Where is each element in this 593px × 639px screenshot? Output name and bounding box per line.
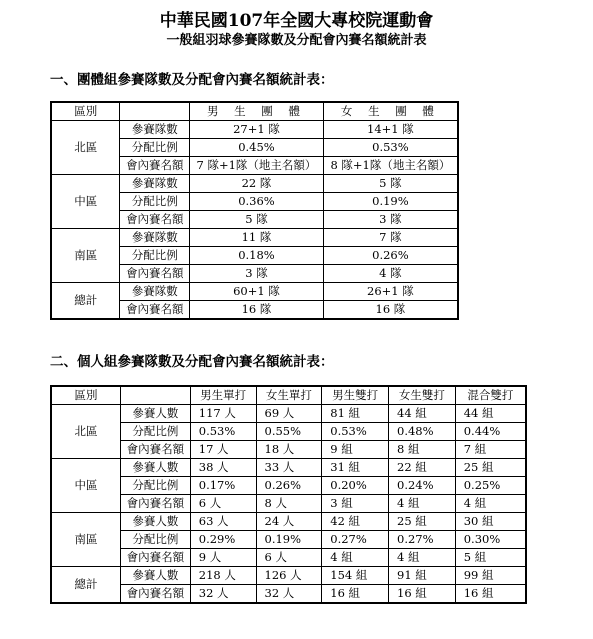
cell-value: 0.24% (389, 477, 456, 495)
cell-value: 6 人 (190, 495, 256, 513)
header-men-doubles: 男生雙打 (322, 386, 389, 405)
row-label: 分配比例 (120, 193, 190, 211)
cell-value: 0.25% (455, 477, 526, 495)
cell-value: 0.27% (322, 531, 389, 549)
cell-value: 38 人 (190, 459, 256, 477)
row-label: 分配比例 (120, 531, 190, 549)
cell-value: 25 組 (389, 513, 456, 531)
row-label: 參賽人數 (120, 459, 190, 477)
row-label: 會內賽名額 (120, 441, 190, 459)
cell-value: 5 隊 (323, 175, 458, 193)
document-subtitle: 一般組羽球參賽隊數及分配會內賽名額統計表 (166, 33, 427, 48)
cell-value: 22 隊 (190, 175, 324, 193)
cell-value: 32 人 (190, 585, 256, 604)
cell-value: 3 組 (322, 495, 389, 513)
cell-value: 18 人 (256, 441, 322, 459)
table-row (51, 495, 526, 513)
cell-value: 4 隊 (323, 265, 458, 283)
cell-value: 30 組 (455, 513, 526, 531)
cell-value: 44 組 (455, 405, 526, 423)
header-women-singles: 女生單打 (256, 386, 322, 405)
cell-value: 0.17% (190, 477, 256, 495)
header-men-team: 男 生 團 體 (190, 102, 324, 121)
row-label: 參賽隊數 (120, 121, 190, 139)
row-label: 會內賽名額 (120, 265, 190, 283)
cell-value: 0.53% (322, 423, 389, 441)
cell-value: 14+1 隊 (323, 121, 458, 139)
cell-value: 0.26% (256, 477, 322, 495)
region-south: 南區 (51, 513, 120, 567)
cell-value: 9 人 (190, 549, 256, 567)
cell-value: 4 組 (455, 495, 526, 513)
document-title: 中華民國107年全國大專校院運動會 (159, 11, 434, 31)
table-header-row (51, 386, 526, 405)
cell-value: 0.44% (455, 423, 526, 441)
table-row (51, 531, 526, 549)
cell-value: 0.53% (323, 139, 458, 157)
cell-value: 16 組 (322, 585, 389, 604)
table-row (51, 585, 526, 604)
table-row (51, 175, 458, 193)
cell-value: 0.30% (455, 531, 526, 549)
cell-value: 99 組 (455, 567, 526, 585)
table-row (51, 121, 458, 139)
cell-value: 0.27% (389, 531, 456, 549)
header-region: 區別 (51, 102, 120, 121)
cell-value: 26+1 隊 (323, 283, 458, 301)
cell-value: 63 人 (190, 513, 256, 531)
cell-value: 0.20% (322, 477, 389, 495)
row-label: 參賽人數 (120, 405, 190, 423)
row-label: 會內賽名額 (120, 585, 190, 604)
cell-value: 218 人 (190, 567, 256, 585)
row-label: 參賽隊數 (120, 175, 190, 193)
cell-value: 5 組 (455, 549, 526, 567)
cell-value: 0.45% (190, 139, 324, 157)
row-label: 分配比例 (120, 477, 190, 495)
row-label: 參賽人數 (120, 567, 190, 585)
cell-value: 4 組 (322, 549, 389, 567)
row-label: 參賽隊數 (120, 283, 190, 301)
table-row (51, 405, 526, 423)
region-central: 中區 (51, 459, 120, 513)
cell-value: 0.48% (389, 423, 456, 441)
region-total: 總計 (51, 567, 120, 604)
cell-value: 69 人 (256, 405, 322, 423)
cell-value: 33 人 (256, 459, 322, 477)
cell-value: 22 組 (389, 459, 456, 477)
cell-value: 32 人 (256, 585, 322, 604)
cell-value: 7 組 (455, 441, 526, 459)
row-label: 分配比例 (120, 423, 190, 441)
cell-value: 7 隊+1隊（地主名額） (190, 157, 324, 175)
cell-value: 11 隊 (190, 229, 324, 247)
cell-value: 0.36% (190, 193, 324, 211)
section-heading-team: 一、團體組參賽隊數及分配會內賽名額統計表： (50, 72, 334, 88)
cell-value: 16 組 (389, 585, 456, 604)
table-row (51, 423, 526, 441)
cell-value: 4 組 (389, 495, 456, 513)
table-row (51, 549, 526, 567)
cell-value: 8 組 (389, 441, 456, 459)
cell-value: 8 隊+1隊（地主名額） (323, 157, 458, 175)
table-row (51, 477, 526, 495)
header-region: 區別 (51, 386, 120, 405)
cell-value: 60+1 隊 (190, 283, 324, 301)
header-women-doubles: 女生雙打 (389, 386, 456, 405)
region-north: 北區 (51, 405, 120, 459)
header-men-singles: 男生單打 (190, 386, 256, 405)
header-mixed-doubles: 混合雙打 (455, 386, 526, 405)
cell-value: 6 人 (256, 549, 322, 567)
row-label: 會內賽名額 (120, 211, 190, 229)
region-south: 南區 (51, 229, 120, 283)
cell-value: 24 人 (256, 513, 322, 531)
cell-value: 3 隊 (190, 265, 324, 283)
cell-value: 8 人 (256, 495, 322, 513)
cell-value: 16 組 (455, 585, 526, 604)
cell-value: 0.18% (190, 247, 324, 265)
table-row (51, 459, 526, 477)
table-row (51, 513, 526, 531)
cell-value: 0.53% (190, 423, 256, 441)
cell-value: 16 隊 (190, 301, 324, 320)
cell-value: 117 人 (190, 405, 256, 423)
team-table (50, 101, 459, 320)
cell-value: 154 組 (322, 567, 389, 585)
cell-value: 91 組 (389, 567, 456, 585)
cell-value: 81 組 (322, 405, 389, 423)
row-label: 參賽隊數 (120, 229, 190, 247)
row-label: 分配比例 (120, 247, 190, 265)
cell-value: 31 組 (322, 459, 389, 477)
cell-value: 0.19% (256, 531, 322, 549)
row-label: 參賽人數 (120, 513, 190, 531)
section-heading-individual: 二、個人組參賽隊數及分配會內賽名額統計表： (50, 354, 334, 370)
region-central: 中區 (51, 175, 120, 229)
region-north: 北區 (51, 121, 120, 175)
cell-value: 7 隊 (323, 229, 458, 247)
cell-value: 44 組 (389, 405, 456, 423)
cell-value: 42 組 (322, 513, 389, 531)
cell-value: 3 隊 (323, 211, 458, 229)
row-label: 會內賽名額 (120, 157, 190, 175)
table-row (51, 567, 526, 585)
header-blank (120, 102, 190, 121)
cell-value: 0.29% (190, 531, 256, 549)
cell-value: 126 人 (256, 567, 322, 585)
row-label: 會內賽名額 (120, 549, 190, 567)
region-total: 總計 (51, 283, 120, 320)
row-label: 分配比例 (120, 139, 190, 157)
cell-value: 16 隊 (323, 301, 458, 320)
individual-table (50, 385, 527, 604)
cell-value: 4 組 (389, 549, 456, 567)
table-row (51, 283, 458, 301)
row-label: 會內賽名額 (120, 301, 190, 320)
table-row (51, 441, 526, 459)
cell-value: 27+1 隊 (190, 121, 324, 139)
cell-value: 25 組 (455, 459, 526, 477)
cell-value: 0.26% (323, 247, 458, 265)
cell-value: 0.55% (256, 423, 322, 441)
cell-value: 0.19% (323, 193, 458, 211)
header-women-team: 女 生 團 體 (323, 102, 458, 121)
cell-value: 9 組 (322, 441, 389, 459)
table-row (51, 229, 458, 247)
header-blank (120, 386, 190, 405)
cell-value: 5 隊 (190, 211, 324, 229)
row-label: 會內賽名額 (120, 495, 190, 513)
cell-value: 17 人 (190, 441, 256, 459)
table-header-row (51, 102, 458, 121)
